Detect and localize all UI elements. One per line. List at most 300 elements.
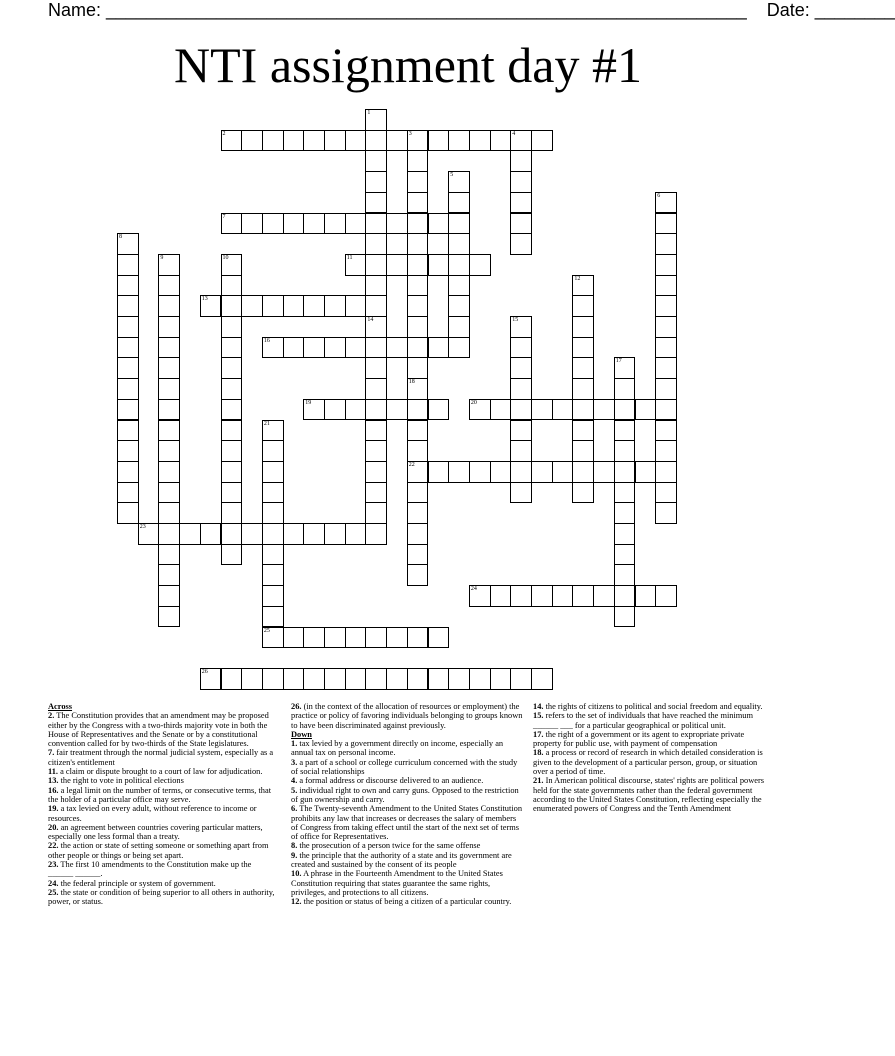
clue-number-label: 10 (222, 254, 229, 261)
crossword-cell[interactable] (365, 461, 387, 483)
crossword-cell[interactable] (345, 295, 367, 317)
down-heading: Down (291, 729, 312, 739)
crossword-cell[interactable] (303, 130, 325, 152)
crossword-cell[interactable] (448, 130, 470, 152)
clue-text: the right of a government or its agent to expropriate private property for public use, with payment of compensation (533, 729, 745, 749)
crossword-cell[interactable] (365, 337, 387, 359)
crossword-cell[interactable] (158, 420, 180, 442)
crossword-cell[interactable] (510, 233, 532, 255)
crossword-cell[interactable] (324, 668, 346, 690)
crossword-cell[interactable] (365, 233, 387, 255)
crossword-cell[interactable] (386, 337, 408, 359)
crossword-cell[interactable] (655, 192, 677, 214)
clue-text: the rights of citizens to political and social freedom and equality. (543, 702, 763, 711)
crossword-cell[interactable] (303, 399, 325, 421)
crossword-cell[interactable] (324, 337, 346, 359)
crossword-cell[interactable] (262, 337, 284, 359)
crossword-cell[interactable] (655, 337, 677, 359)
crossword-cell[interactable] (221, 337, 243, 359)
crossword-cell[interactable] (262, 523, 284, 545)
crossword-cell[interactable] (283, 523, 305, 545)
crossword-cell[interactable] (448, 461, 470, 483)
crossword-cell[interactable] (614, 357, 636, 379)
crossword-cell[interactable] (655, 440, 677, 462)
crossword-cell[interactable] (345, 627, 367, 649)
crossword-cell[interactable] (428, 399, 450, 421)
crossword-cell[interactable] (117, 337, 139, 359)
crossword-cell[interactable] (655, 295, 677, 317)
crossword-cell[interactable] (572, 295, 594, 317)
crossword-cell[interactable] (407, 254, 429, 276)
clue-number: 9. (291, 850, 298, 860)
crossword-cell[interactable] (262, 213, 284, 235)
crossword-cell[interactable] (221, 420, 243, 442)
crossword-cell[interactable] (428, 130, 450, 152)
crossword-cell[interactable] (407, 192, 429, 214)
crossword-cell[interactable] (510, 482, 532, 504)
crossword-cell[interactable] (365, 130, 387, 152)
crossword-cell[interactable] (241, 295, 263, 317)
crossword-cell[interactable] (221, 399, 243, 421)
crossword-cell[interactable] (283, 627, 305, 649)
crossword-cell[interactable] (283, 130, 305, 152)
crossword-cell[interactable] (655, 502, 677, 524)
crossword-cell[interactable] (365, 150, 387, 172)
crossword-cell[interactable] (428, 337, 450, 359)
crossword-cell[interactable] (158, 275, 180, 297)
crossword-cell[interactable] (158, 461, 180, 483)
crossword-cell[interactable] (221, 523, 243, 545)
crossword-cell[interactable] (510, 440, 532, 462)
clue-item (48, 888, 278, 907)
crossword-cell[interactable] (365, 316, 387, 338)
crossword-cell[interactable] (221, 130, 243, 152)
crossword-cell[interactable] (221, 254, 243, 276)
crossword-cell[interactable] (158, 564, 180, 586)
crossword-cell[interactable] (531, 461, 553, 483)
crossword-cell[interactable] (345, 130, 367, 152)
crossword-cell[interactable] (303, 337, 325, 359)
clue-item (48, 776, 278, 785)
crossword-cell[interactable] (428, 461, 450, 483)
crossword-cell[interactable] (428, 668, 450, 690)
crossword-cell[interactable] (510, 130, 532, 152)
crossword-cell[interactable] (448, 295, 470, 317)
clue-item (291, 851, 523, 870)
crossword-cell[interactable] (158, 440, 180, 462)
name-label: Name: (48, 0, 102, 20)
crossword-cell[interactable] (241, 523, 263, 545)
crossword-cell[interactable] (221, 275, 243, 297)
crossword-cell[interactable] (283, 213, 305, 235)
crossword-cell[interactable] (158, 606, 180, 628)
crossword-cell[interactable] (283, 337, 305, 359)
clue-number-label: 7 (222, 213, 226, 220)
crossword-cell[interactable] (221, 316, 243, 338)
crossword-cell[interactable] (655, 316, 677, 338)
crossword-cell[interactable] (241, 130, 263, 152)
clue-number-label: 3 (408, 130, 412, 137)
across-heading: Across (48, 702, 73, 711)
clue-number-label: 11 (346, 254, 353, 261)
crossword-cell[interactable] (117, 275, 139, 297)
crossword-cell[interactable] (407, 213, 429, 235)
crossword-cell[interactable] (283, 668, 305, 690)
crossword-cell[interactable] (345, 337, 367, 359)
crossword-cell[interactable] (407, 627, 429, 649)
crossword-cell[interactable] (365, 275, 387, 297)
clue-text: In American political discourse, states' rights are political powers held for the state governments rather than the federal government according to the United States Constitution, reflecting especially the enumerated powers of Congress and the Tenth Amendment (533, 776, 765, 814)
crossword-cell[interactable] (158, 399, 180, 421)
crossword-cell[interactable] (262, 461, 284, 483)
crossword-cell[interactable] (117, 482, 139, 504)
crossword-cell[interactable] (552, 461, 574, 483)
crossword-cell[interactable] (552, 585, 574, 607)
page-title: NTI assignment day #1 (174, 37, 642, 93)
crossword-cell[interactable] (200, 295, 222, 317)
crossword-cell[interactable] (428, 254, 450, 276)
crossword-cell[interactable] (469, 254, 491, 276)
crossword-cell[interactable] (572, 357, 594, 379)
crossword-cell[interactable] (655, 461, 677, 483)
clue-number-label: 8 (119, 234, 122, 241)
crossword-cell[interactable] (158, 316, 180, 338)
crossword-cell[interactable] (262, 606, 284, 628)
crossword-cell[interactable] (593, 461, 615, 483)
crossword-cell[interactable] (158, 523, 180, 545)
clue-number-label: 14 (367, 317, 374, 323)
crossword-cell[interactable] (655, 275, 677, 297)
crossword-cell[interactable] (510, 668, 532, 690)
crossword-cell[interactable] (510, 316, 532, 338)
crossword-cell[interactable] (241, 213, 263, 235)
crossword-cell[interactable] (262, 502, 284, 524)
crossword-cell[interactable] (655, 585, 677, 607)
crossword-cell[interactable] (324, 130, 346, 152)
crossword-cell[interactable] (614, 378, 636, 400)
crossword-cell[interactable] (407, 564, 429, 586)
crossword-cell[interactable] (655, 357, 677, 379)
crossword-cell[interactable] (552, 399, 574, 421)
crossword-cell[interactable] (158, 254, 180, 276)
crossword-cell[interactable] (179, 523, 201, 545)
crossword-cell[interactable] (262, 295, 284, 317)
crossword-cell[interactable] (221, 357, 243, 379)
crossword-cell[interactable] (365, 399, 387, 421)
crossword-cell[interactable] (324, 523, 346, 545)
crossword-cell[interactable] (655, 420, 677, 442)
crossword-cell[interactable] (510, 171, 532, 193)
clue-item (48, 711, 278, 748)
crossword-cell[interactable] (365, 213, 387, 235)
crossword-cell[interactable] (448, 668, 470, 690)
crossword-cell[interactable] (572, 378, 594, 400)
crossword-cell[interactable] (510, 192, 532, 214)
clue-number: 4. (291, 776, 298, 786)
crossword-cell[interactable] (655, 378, 677, 400)
crossword-cell[interactable] (614, 544, 636, 566)
crossword-cell[interactable] (324, 295, 346, 317)
crossword-cell[interactable] (407, 275, 429, 297)
crossword-cell[interactable] (655, 233, 677, 255)
crossword-cell[interactable] (221, 213, 243, 235)
crossword-cell[interactable] (572, 275, 594, 297)
crossword-cell[interactable] (614, 585, 636, 607)
crossword-cell[interactable] (572, 461, 594, 483)
crossword-cell[interactable] (448, 316, 470, 338)
crossword-cell[interactable] (221, 544, 243, 566)
clue-number: 25. (48, 887, 59, 897)
crossword-cell[interactable] (655, 482, 677, 504)
name-blank[interactable]: ________________________________________________________________ (106, 0, 747, 20)
crossword-cell[interactable] (407, 482, 429, 504)
clue-text: (in the context of the allocation of resources or employment) the practice or policy of favoring individuals belonging to groups known to have been discriminated against previously. (291, 702, 523, 730)
crossword-cell[interactable] (365, 357, 387, 379)
crossword-cell[interactable] (303, 213, 325, 235)
crossword-cell[interactable] (200, 523, 222, 545)
crossword-cell[interactable] (407, 523, 429, 545)
crossword-cell[interactable] (262, 564, 284, 586)
crossword-cell[interactable] (386, 627, 408, 649)
crossword-cell[interactable] (407, 420, 429, 442)
crossword-cell[interactable] (158, 295, 180, 317)
crossword-cell[interactable] (365, 420, 387, 442)
crossword-cell[interactable] (386, 130, 408, 152)
crossword-cell[interactable] (407, 171, 429, 193)
crossword-cell[interactable] (469, 668, 491, 690)
crossword-cell[interactable] (262, 585, 284, 607)
clue-text: the position or status of being a citizen of a particular country. (301, 897, 512, 907)
crossword-cell[interactable] (158, 502, 180, 524)
crossword-cell[interactable] (635, 399, 657, 421)
crossword-cell[interactable] (386, 399, 408, 421)
crossword-cell[interactable] (386, 668, 408, 690)
crossword-cell[interactable] (262, 130, 284, 152)
crossword-cell[interactable] (428, 627, 450, 649)
crossword-cell[interactable] (221, 668, 243, 690)
crossword-cell[interactable] (117, 420, 139, 442)
crossword-cell[interactable] (407, 668, 429, 690)
crossword-cell[interactable] (262, 544, 284, 566)
crossword-cell[interactable] (469, 461, 491, 483)
crossword-cell[interactable] (572, 440, 594, 462)
crossword-cell[interactable] (117, 440, 139, 462)
crossword-cell[interactable] (593, 585, 615, 607)
crossword-cell[interactable] (510, 399, 532, 421)
crossword-cell[interactable] (572, 399, 594, 421)
crossword-cell[interactable] (531, 399, 553, 421)
crossword-cell[interactable] (262, 482, 284, 504)
clue-number: 21. (533, 776, 544, 786)
crossword-cell[interactable] (614, 440, 636, 462)
crossword-cell[interactable] (138, 523, 160, 545)
crossword-cell[interactable] (117, 357, 139, 379)
crossword-cell[interactable] (407, 440, 429, 462)
crossword-cell[interactable] (303, 668, 325, 690)
crossword-cell[interactable] (365, 668, 387, 690)
clue-item (291, 702, 523, 730)
crossword-cell[interactable] (117, 399, 139, 421)
crossword-cell[interactable] (386, 254, 408, 276)
clue-item (291, 758, 523, 777)
crossword-cell[interactable] (572, 337, 594, 359)
crossword-cell[interactable] (614, 461, 636, 483)
crossword-cell[interactable] (407, 399, 429, 421)
crossword-cell[interactable] (241, 668, 263, 690)
crossword-cell[interactable] (117, 316, 139, 338)
crossword-cell[interactable] (490, 461, 512, 483)
crossword-cell[interactable] (158, 482, 180, 504)
crossword-cell[interactable] (117, 461, 139, 483)
crossword-cell[interactable] (531, 668, 553, 690)
crossword-cell[interactable] (635, 461, 657, 483)
crossword-cell[interactable] (158, 357, 180, 379)
crossword-cell[interactable] (365, 440, 387, 462)
crossword-cell[interactable] (428, 213, 450, 235)
crossword-cell[interactable] (365, 378, 387, 400)
crossword-cell[interactable] (407, 378, 429, 400)
crossword-cell[interactable] (303, 523, 325, 545)
crossword-cell[interactable] (614, 523, 636, 545)
crossword-cell[interactable] (158, 585, 180, 607)
crossword-cell[interactable] (407, 544, 429, 566)
crossword-cell[interactable] (345, 523, 367, 545)
crossword-cell[interactable] (221, 482, 243, 504)
crossword-cell[interactable] (572, 420, 594, 442)
crossword-cell[interactable] (572, 585, 594, 607)
crossword-cell[interactable] (407, 130, 429, 152)
crossword-cell[interactable] (158, 337, 180, 359)
crossword-cell[interactable] (469, 130, 491, 152)
crossword-cell[interactable] (614, 564, 636, 586)
crossword-cell[interactable] (490, 668, 512, 690)
crossword-cell[interactable] (345, 399, 367, 421)
crossword-cell[interactable] (117, 233, 139, 255)
crossword-cell[interactable] (510, 461, 532, 483)
crossword-cell[interactable] (221, 461, 243, 483)
crossword-cell[interactable] (407, 295, 429, 317)
crossword-cell[interactable] (262, 420, 284, 442)
clue-number-label: 9 (160, 254, 164, 261)
crossword-cell[interactable] (221, 295, 243, 317)
crossword-cell[interactable] (531, 130, 553, 152)
crossword-cell[interactable] (303, 627, 325, 649)
crossword-cell[interactable] (158, 378, 180, 400)
crossword-cell[interactable] (283, 295, 305, 317)
crossword-cell[interactable] (386, 213, 408, 235)
clue-text: the action or state of setting someone or something apart from other people or things or being set apart. (48, 841, 269, 860)
crossword-cell[interactable] (303, 295, 325, 317)
clue-number: 19. (48, 804, 59, 814)
crossword-cell[interactable] (510, 213, 532, 235)
crossword-cell[interactable] (407, 233, 429, 255)
crossword-cell[interactable] (448, 337, 470, 359)
crossword-cell[interactable] (365, 502, 387, 524)
crossword-cell[interactable] (365, 482, 387, 504)
crossword-cell[interactable] (221, 378, 243, 400)
crossword-cell[interactable] (448, 275, 470, 297)
crossword-cell[interactable] (572, 316, 594, 338)
crossword-cell[interactable] (365, 109, 387, 131)
crossword-cell[interactable] (324, 399, 346, 421)
crossword-cell[interactable] (221, 440, 243, 462)
crossword-cell[interactable] (324, 627, 346, 649)
crossword-cell[interactable] (365, 523, 387, 545)
crossword-cell[interactable] (510, 378, 532, 400)
crossword-cell[interactable] (531, 585, 553, 607)
crossword-cell[interactable] (117, 502, 139, 524)
crossword-cell[interactable] (490, 130, 512, 152)
crossword-cell[interactable] (407, 150, 429, 172)
date-blank[interactable]: ________ (814, 0, 895, 20)
crossword-cell[interactable] (614, 399, 636, 421)
crossword-cell[interactable] (345, 668, 367, 690)
crossword-cell[interactable] (593, 399, 615, 421)
crossword-cell[interactable] (365, 254, 387, 276)
crossword-cell[interactable] (655, 213, 677, 235)
crossword-cell[interactable] (490, 399, 512, 421)
crossword-cell[interactable] (117, 295, 139, 317)
crossword-cell[interactable] (200, 668, 222, 690)
crossword-cell[interactable] (448, 213, 470, 235)
crossword-cell[interactable] (510, 337, 532, 359)
crossword-cell[interactable] (345, 254, 367, 276)
crossword-cell[interactable] (117, 378, 139, 400)
crossword-cell[interactable] (365, 171, 387, 193)
crossword-cell[interactable] (365, 627, 387, 649)
crossword-cell[interactable] (407, 357, 429, 379)
clue-number: 7. (48, 748, 55, 758)
crossword-cell[interactable] (448, 171, 470, 193)
crossword-cell[interactable] (614, 482, 636, 504)
crossword-cell[interactable] (614, 420, 636, 442)
crossword-cell[interactable] (365, 192, 387, 214)
crossword-cell[interactable] (490, 585, 512, 607)
crossword-cell[interactable] (324, 213, 346, 235)
crossword-cell[interactable] (655, 254, 677, 276)
crossword-cell[interactable] (262, 440, 284, 462)
clue-number: 20. (48, 822, 59, 832)
crossword-cell[interactable] (407, 502, 429, 524)
crossword-cell[interactable] (469, 585, 491, 607)
crossword-cell[interactable] (510, 150, 532, 172)
crossword-cell[interactable] (635, 585, 657, 607)
clue-number-label: 4 (512, 130, 516, 137)
crossword-cell[interactable] (365, 295, 387, 317)
crossword-cell[interactable] (510, 357, 532, 379)
crossword-cell[interactable] (614, 502, 636, 524)
crossword-cell[interactable] (469, 399, 491, 421)
crossword-cell[interactable] (262, 668, 284, 690)
crossword-cell[interactable] (221, 502, 243, 524)
crossword-cell[interactable] (655, 399, 677, 421)
crossword-cell[interactable] (345, 213, 367, 235)
crossword-cell[interactable] (117, 254, 139, 276)
crossword-cell[interactable] (407, 337, 429, 359)
crossword-cell[interactable] (510, 420, 532, 442)
crossword-cell[interactable] (262, 627, 284, 649)
crossword-cell[interactable] (407, 316, 429, 338)
crossword-cell[interactable] (572, 482, 594, 504)
crossword-cell[interactable] (614, 606, 636, 628)
clue-number-label: 25 (263, 627, 270, 634)
crossword-cell[interactable] (407, 461, 429, 483)
crossword-cell[interactable] (510, 585, 532, 607)
crossword-cell[interactable] (158, 544, 180, 566)
crossword-cell[interactable] (448, 233, 470, 255)
crossword-cell[interactable] (448, 254, 470, 276)
crossword-cell[interactable] (448, 192, 470, 214)
